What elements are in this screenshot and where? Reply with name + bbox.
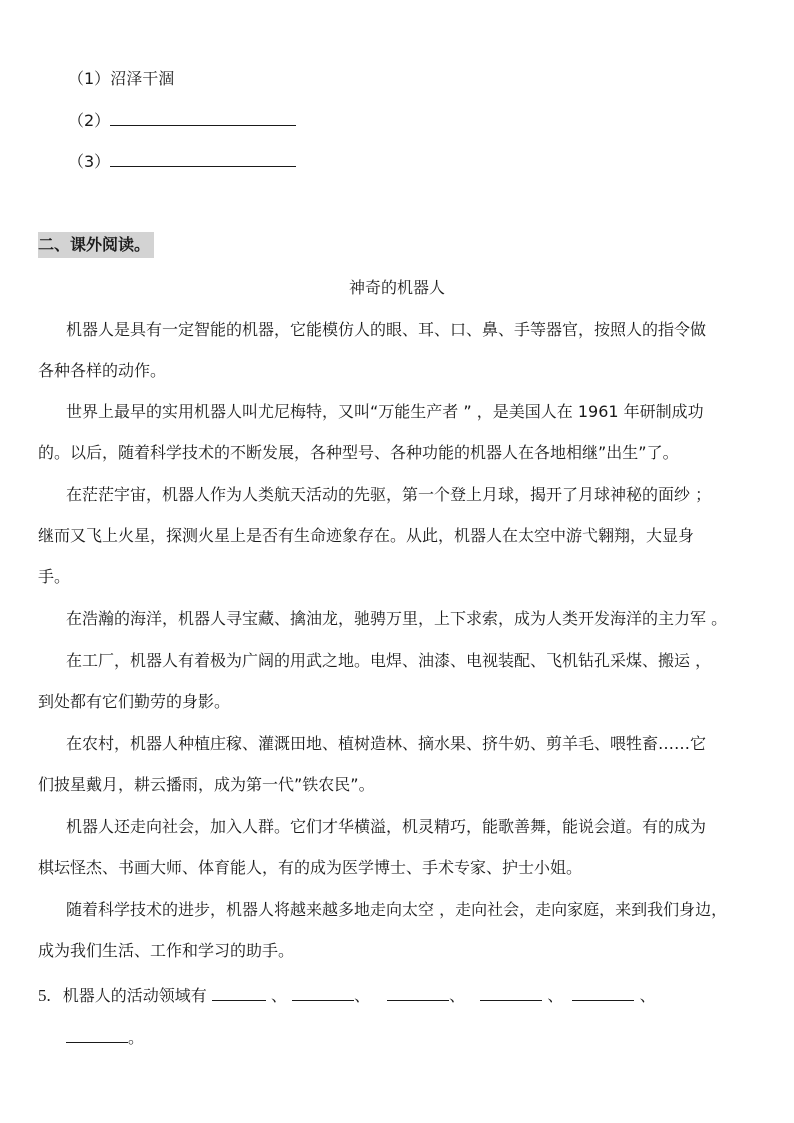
separator: 、	[354, 986, 371, 1005]
separator: 、	[270, 986, 287, 1005]
answer-blank[interactable]	[66, 1028, 128, 1043]
paragraph-line: 在工厂，机器人有着极为广阔的用武之地。电焊、油漆、电视装配、飞机钻孔采煤、搬运 ，	[66, 651, 712, 670]
separator: 、	[639, 986, 656, 1005]
paragraph-line: 到处都有它们勤劳的身影。	[38, 692, 231, 711]
paragraph-line: 机器人还走向社会，加入人群。它们才华横溢，机灵精巧，能歌善舞，能说会道。有的成为	[66, 817, 707, 836]
item-number: （2）	[68, 111, 111, 130]
question-prompt: 机器人的活动领域有	[62, 986, 207, 1005]
paragraph-line: 们披星戴月，耕云播雨，成为第一代”铁农民”。	[38, 775, 375, 794]
question-5-continued	[66, 1027, 144, 1049]
answer-blank[interactable]	[110, 152, 296, 167]
item-number: （1）	[68, 69, 111, 88]
item-text: 沼泽干涸	[110, 69, 175, 88]
paragraph-line: 成为我们生活、工作和学习的助手。	[38, 941, 295, 960]
paragraph-line: 在农村，机器人种植庄稼、灌溉田地、植树造林、摘水果、挤牛奶、剪羊毛、喂牲畜……它	[66, 734, 707, 753]
answer-blank[interactable]	[387, 986, 449, 1001]
paragraph-line: 随着科学技术的进步，机器人将越来越多地走向太空 ，走向社会，走向家庭，来到我们身边，	[66, 900, 728, 919]
separator: 、	[449, 986, 466, 1005]
paragraph-line: 在浩瀚的海洋，机器人寻宝藏、擒油龙，驰骋万里，上下求索，成为人类开发海洋的主力军 。	[66, 609, 728, 628]
answer-blank[interactable]	[110, 111, 296, 126]
question-number: 5.	[38, 986, 51, 1005]
paragraph-line: 机器人是具有一定智能的机器，它能模仿人的眼、耳、口、鼻、手等器官，按照人的指令做	[66, 320, 707, 339]
paragraph-line: 手。	[38, 567, 71, 586]
separator: 、	[547, 986, 564, 1005]
answer-blank[interactable]	[212, 986, 266, 1001]
answer-item-3	[68, 151, 296, 173]
question-end: 。	[128, 1028, 145, 1047]
item-number: （3）	[68, 152, 111, 171]
answer-item-2	[68, 110, 296, 132]
paragraph-line: 在茫茫宇宙，机器人作为人类航天活动的先驱，第一个登上月球，揭开了月球神秘的面纱 ；	[66, 485, 712, 504]
answer-blank[interactable]	[572, 986, 634, 1001]
section-heading: 二、课外阅读。	[38, 232, 154, 258]
paragraph-line: 的。以后，随着科学技术的不断发展，各种型号、各种功能的机器人在各地相继”出生”了。	[38, 443, 679, 462]
question-5	[38, 985, 656, 1007]
answer-blank[interactable]	[480, 986, 542, 1001]
paragraph-line: 棋坛怪杰、书画大师、体育能人，有的成为医学博士、手术专家、护士小姐。	[38, 858, 583, 877]
paragraph-line: 继而又飞上火星，探测火星上是否有生命迹象存在。从此，机器人在太空中游弋翱翔，大显身	[38, 526, 695, 545]
answer-item-1	[68, 68, 174, 90]
paragraph-line: 世界上最早的实用机器人叫尤尼梅特，又叫“万能生产者 ” ，是美国人在 1961 年研制成功	[66, 402, 704, 421]
article-title: 神奇的机器人	[348, 278, 445, 297]
paragraph-line: 各种各样的动作。	[38, 361, 167, 380]
answer-blank[interactable]	[292, 986, 354, 1001]
